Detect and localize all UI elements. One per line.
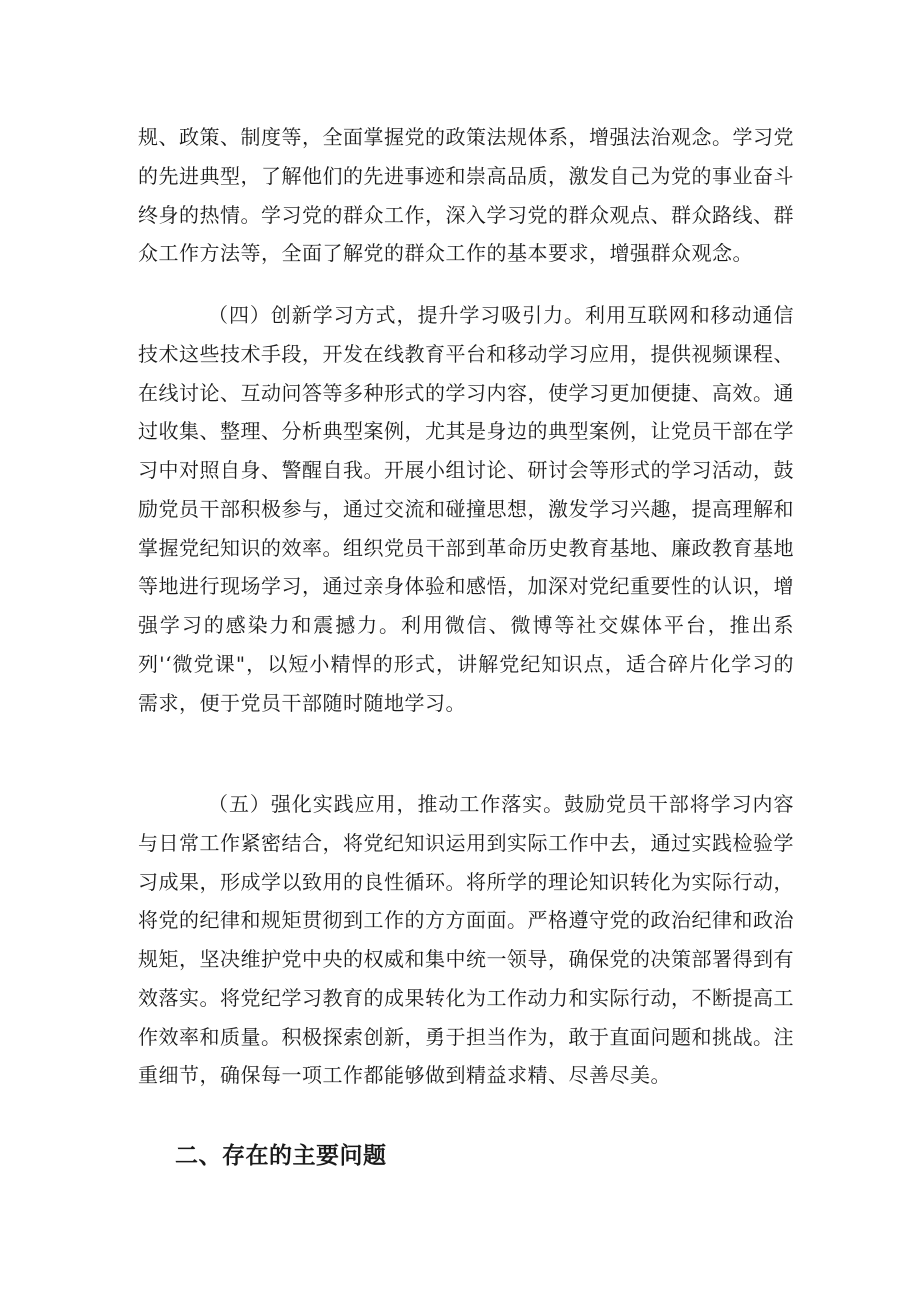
section-heading-main-problems: 二、存在的主要问题 <box>175 1143 387 1169</box>
paragraph-innovate-learning-methods: （四）创新学习方式，提升学习吸引力。利用互联网和移动通信技术这些技术手段，开发在线教育平台和移动学习应用，提供视频课程、在线讨论、互动问答等多种形式的学习内容，使学习更加便捷、高效。通过收集、整理、分析典型案例，尤其是身边的典型案例，让党员干部在学习中对照自身、警醒自我。开展小组讨论、研讨会等形式的学习活动，鼓励党员干部积极参与，通过交流和碰撞思想，激发学习兴趣，提高理解和掌握党纪知识的效率。组织党员干部到革命历史教育基地、廉政教育基地等地进行现场学习，通过亲身体验和感悟，加深对党纪重要性的认识，增强学习的感染力和震撼力。利用微信、微博等社交媒体平台，推出系列'‘微党课"，以短小精悍的形式，讲解党纪知识点，适合碎片化学习的需求，便于党员干部随时随地学习。 <box>138 303 794 715</box>
paragraph-strengthen-practice: （五）强化实践应用，推动工作落实。鼓励党员干部将学习内容与日常工作紧密结合，将党纪知识运用到实际工作中去，通过实践检验学习成果，形成学以致用的良性循环。将所学的理论知识转化为实际行动，将党的纪律和规矩贯彻到工作的方方面面。严格遵守党的政治纪律和政治规矩，坚决维护党中央的权威和集中统一领导，确保党的决策部署得到有效落实。将党纪学习教育的成果转化为工作动力和实际行动，不断提高工作效率和质量。积极探索创新，勇于担当作为，敢于直面问题和挑战。注重细节，确保每一项工作都能够做到精益求精、尽善尽美。 <box>138 792 794 1088</box>
paragraph-continued-study-content: 规、政策、制度等，全面掌握党的政策法规体系，增强法治观念。学习党的先进典型，了解他们的先进事迹和崇高品质，激发自己为党的事业奋斗终身的热情。学习党的群众工作，深入学习党的群众观点、群众路线、群众工作方法等，全面了解党的群众工作的基本要求，增强群众观念。 <box>138 125 794 266</box>
